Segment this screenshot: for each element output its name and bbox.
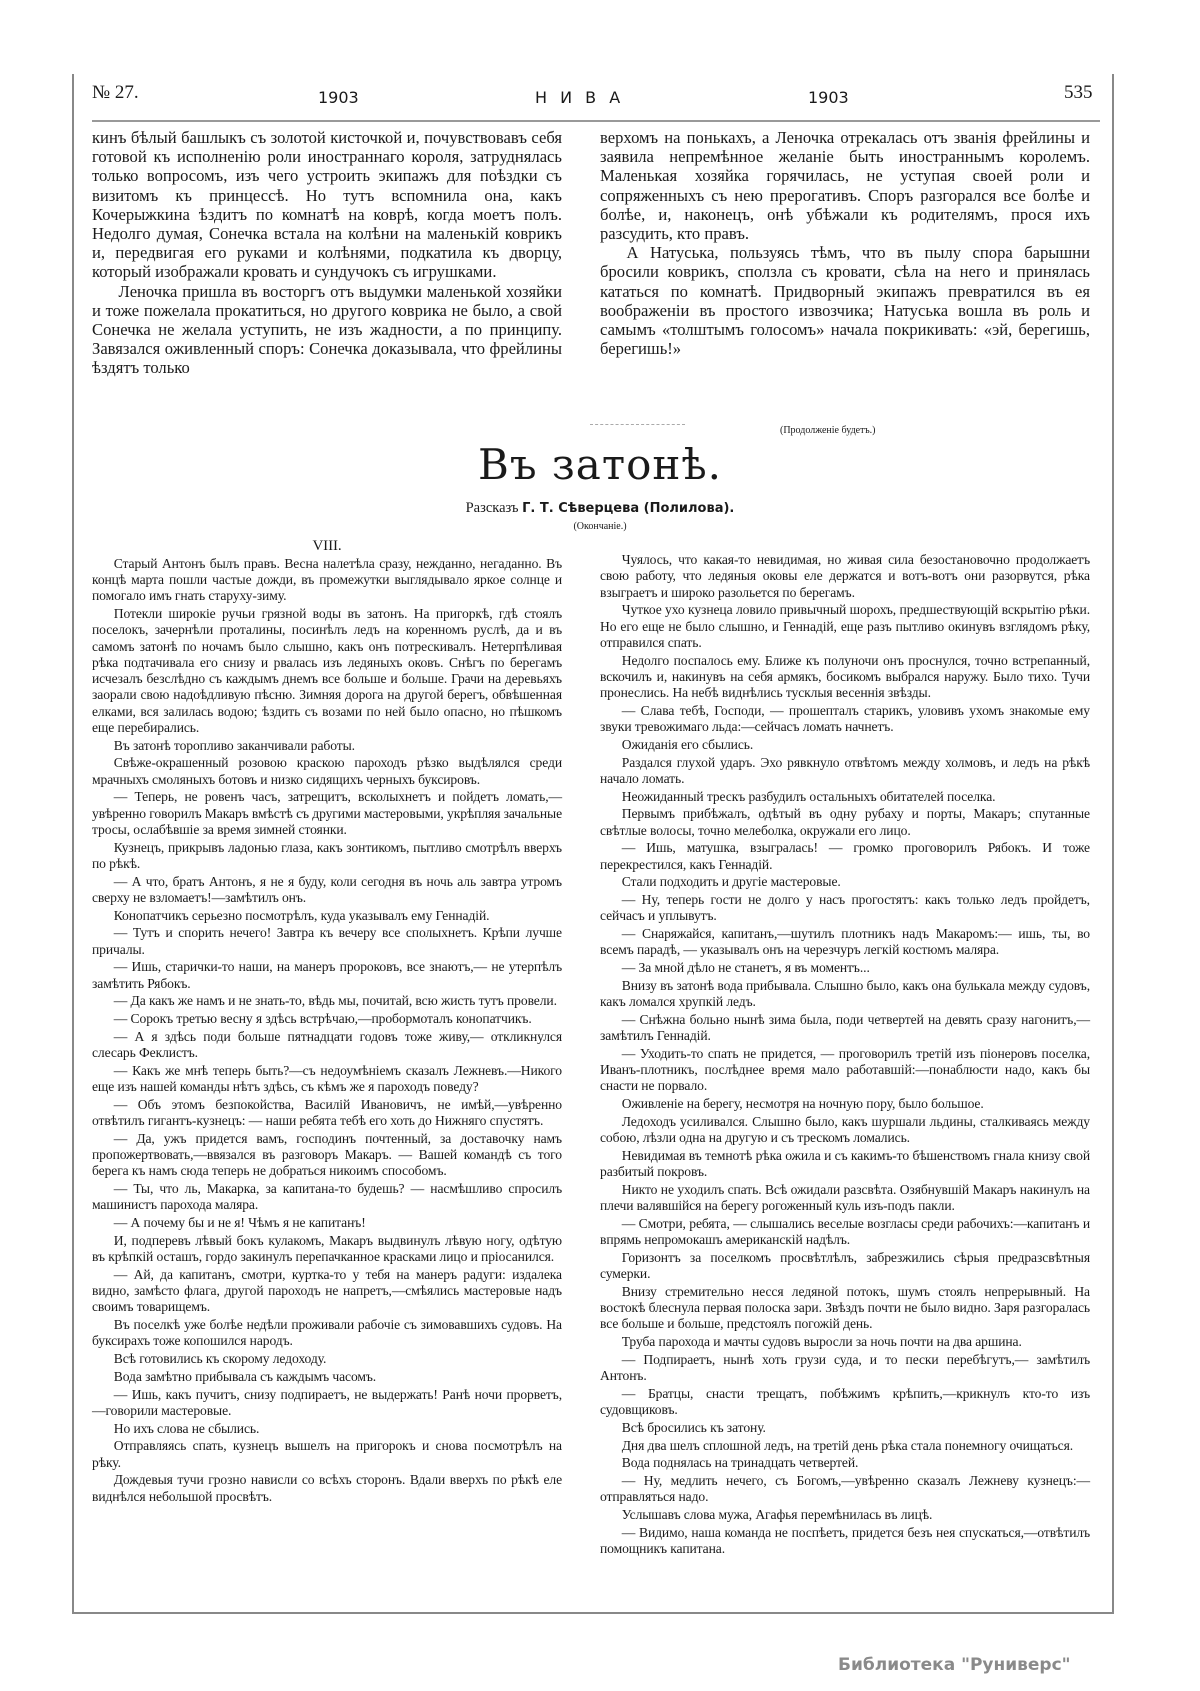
paragraph: — Объ этомъ безпокойства, Василій Ивановичъ, не имѣй,—увѣренно отвѣтилъ гигантъ-кузнецъ: — наши ребята тебѣ его хоть до Нижняго спустятъ. [92,1096,562,1128]
chapter-number: VIII. [312,538,342,554]
paragraph: Никто не уходилъ спать. Всѣ ожидали разсвѣта. Озябнувшій Макаръ накинулъ на плечи валявшійся на берегу рогоженный куль изъ-подъ пакли. [600,1181,1090,1213]
paragraph: — Снаряжайся, капитанъ,—шутилъ плотникъ надъ Макаромъ:— ишь, ты, во всемъ парадѣ, — указывалъ онъ на черезчуръ легкій костюмъ маляра. [600,926,1090,958]
paragraph: Дождевыя тучи грозно нависли со всѣхъ сторонъ. Вдали вверхъ по рѣкѣ еле виднѣлся небольшой просвѣтъ. [92,1472,562,1504]
paragraph: Чуткое ухо кузнеца ловило привычный шорохъ, предшествующій вскрытію рѣки. Но его еще не было слышно, и Геннадій, еще разъ пытливо окинувъ взглядомъ рѣку, отправился спать. [600,602,1090,650]
paragraph: — За мной дѣло не станетъ, я въ моментъ... [621,960,870,975]
story-byline [0,500,1200,517]
paragraph: Въ поселкѣ уже болѣе недѣли проживали рабочіе съ зимовавшихъ судовъ. На буксирахъ тоже копошился народъ. [92,1317,562,1349]
paragraph: — Братцы, снасти трещатъ, побѣжимъ крѣпить,—крикнулъ кто-то изъ судовщиковъ. [600,1385,1090,1417]
paragraph: — Тутъ и спорить нечего! Завтра къ вечеру все сполыхнетъ. Крѣпи лучше причалы. [92,925,562,957]
paragraph: Отправляясь спать, кузнецъ вышелъ на пригорокъ и снова посмотрѣлъ на рѣку. [92,1438,562,1470]
paragraph: — Снѣжна больно нынѣ зима была, поди четвертей на девять сразу нагонитъ,—замѣтилъ Геннадій. [600,1011,1090,1043]
paragraph: А Натуська, пользуясь тѣмъ, что въ пылу спора барышни бросили коврикъ, сползла съ кровати, сѣла на него и принялась кататься по комнатѣ. Придворный экипажъ превратился въ ея воображеніи въ простого извозчика; Натуська вошла въ роль и самымъ «толштымъ голосомъ» начала покрикивать: «эй, берегишь, берегишь!» [600,243,1090,359]
separator [590,424,685,425]
paragraph: — Видимо, наша команда не поспѣетъ, придется безъ нея спускаться,—отвѣтилъ помощникъ капитана. [600,1524,1090,1556]
paragraph: Горизонтъ за поселкомъ просвѣтлѣлъ, забрезжились сѣрыя предразсвѣтныя сумерки. [600,1249,1090,1281]
story-title: Въ затонѣ. [477,440,723,489]
paragraph: Но ихъ слова не сбылись. [113,1420,260,1436]
paragraph: — А что, братъ Антонъ, я не я буду, коли сегодня въ ночь аль завтра утромъ сверху не взломаетъ!—замѣтилъ онъ. [92,873,562,905]
paragraph: Труба парохода и мачты судовъ выросли за ночь почти на два аршина. [621,1334,1022,1349]
paragraph: Леночка пришла въ восторгъ отъ выдумки маленькой хозяйки и тоже пожелала прокатиться, но другого коврика не было, а свой Сонечка не желала уступить, не изъ жадности, а по принципу. Завязался оживленный споръ: Сонечка доказывала, что фрейлины ѣздятъ только [92,281,562,378]
paragraph: Вода поднялась на тринадцать четвертей. [621,1455,859,1471]
paragraph: Всѣ готовились къ скорому ледоходу. [113,1351,327,1366]
paragraph: Недолго поспалось ему. Ближе къ полуночи онъ проснулся, точно встрепанный, вскочилъ и, накинувъ на себя армякъ, босикомъ выбрался наружу. Было тихо. Тучи пронеслись. На небѣ виднѣлись тусклыя весеннія звѣзды. [600,652,1090,700]
paragraph: Услышавъ слова мужа, Агафья перемѣнилась въ лицѣ. [621,1507,933,1522]
to-be-continued: (Продолженіе будетъ.) [780,425,876,436]
byline-prefix: Разсказъ [465,500,519,516]
story-author: Г. Т. Сѣверцева (Полилова). [522,501,735,516]
paragraph: Старый Антонъ былъ правъ. Весна налетѣла сразу, нежданно, негаданно. Въ концѣ марта пошли частые дожди, въ промежутки выглядывало яркое солнце и помогало имъ гнать старуху-зиму. [92,555,562,604]
page-number: 535 [1064,82,1093,103]
paragraph: — Ишь, матушка, взыгралась! — громко проговорилъ Рябокъ. И тоже перекрестился, какъ Геннадій. [600,840,1090,872]
story-right-column [600,552,1090,1559]
paragraph: Невидимая въ темнотѣ рѣка ожила и съ какимъ-то бѣшенствомъ гнала книзу свой разбитый покровъ. [600,1147,1090,1179]
paragraph: — Ишь, какъ пучитъ, снизу подпираетъ, не выдержать! Ранѣ ночи прорветъ,—говорили мастеровые. [92,1386,562,1418]
paragraph: — Ну, теперь гости не долго у насъ прогостятъ: какъ только ледъ пройдетъ, сейчасъ и уплывутъ. [600,892,1090,924]
prev-story-left-column [92,128,562,378]
paragraph: Раздался глухой ударъ. Эхо рявкнуло отвѣтомъ между холмовъ, и ледъ на рѣкѣ начало ломать. [600,754,1090,786]
story-left-column [92,538,562,1506]
paragraph: — Ну, медлить нечего, съ Богомъ,—увѣренно сказалъ Лежневу кузнецъ:—отправляться надо. [600,1473,1090,1505]
library-watermark: Библиотека "Руниверс" [838,1655,1071,1675]
paragraph: верхомъ на понькахъ, а Леночка отрекалась отъ званія фрейлины и заявила непремѣнное желаніе быть иностраннымъ королемъ. Маленькая хозяйка горячилась, не уступая своей роли и сопряженныхъ съ нею прерогативъ. Споръ разгорался все болѣе и болѣе, и, наконецъ, онѣ убѣжали къ родителямъ, прося ихъ разсудить, кто правъ. [600,128,1090,244]
magazine-title: Н И В А [535,88,625,107]
paragraph: Всѣ бросились къ затону. [621,1419,766,1435]
paragraph: Ледоходъ усиливался. Слышно было, какъ шуршали льдины, сталкиваясь между собою, лѣзли одна на другую и съ трескомъ ломались. [600,1113,1090,1145]
paragraph: Неожиданный трескъ разбудилъ остальныхъ обитателей поселка. [621,788,996,804]
paragraph: — А я здѣсь поди больше пятнадцати годовъ тоже живу,— откликнулся слесарь Феклистъ. [92,1028,562,1060]
issue-number: № 27. [92,82,139,103]
paragraph: — Смотри, ребята, — слышались веселые возгласы среди рабочихъ:—капитанъ и впрямь непромокашъ американскій надѣлъ. [600,1215,1090,1247]
paragraph: — Слава тебѣ, Господи, — прошепталъ старикъ, уловивъ ухомъ знакомые ему звуки тревожимаго льда:—сейчасъ ломать начнетъ. [600,702,1090,734]
paragraph: кинъ бѣлый башлыкъ съ золотой кисточкой и, почувствовавъ себя готовой къ исполненію роли иностраннаго короля, затруднялась только вопросомъ, изъ чего устроить экипажъ для поѣздки съ визитомъ къ принцессѣ. Но тутъ вспомнила она, какъ Кочерыжкина ѣздитъ по комнатѣ на коврѣ, когда моетъ полъ. Недолго думая, Сонечка встала на колѣни на маленькій коврикъ и, передвигая его руками и колѣнями, подкатила къ дворцу, который изображали кровать и сундучокъ съ игрушками. [92,128,562,282]
year-left: 1903 [318,88,359,107]
paragraph: — Сорокъ третью весну я здѣсь встрѣчаю,—пробормоталъ конопатчикъ. [113,1011,532,1026]
paragraph: — Да какъ же намъ и не знать-то, вѣдь мы, почитай, всю жисть тутъ провели. [113,993,557,1009]
paragraph: Внизу въ затонѣ вода прибывала. Слышно было, какъ она булькала между судовъ, какъ ломался хрупкій ледъ. [600,977,1090,1009]
paragraph: — Ты, что ль, Макарка, за капитана-то будешь? — насмѣшливо спросилъ машинистъ парохода маляра. [92,1181,562,1213]
paragraph: — А почему бы и не я! Чѣмъ я не капитанъ! [113,1215,366,1230]
paragraph: — Ишь, старички-то наши, на манеръ пророковъ, все знаютъ,— не утерпѣлъ замѣтить Рябокъ. [92,959,562,991]
paragraph: Вода замѣтно прибывала съ каждымъ часомъ. [113,1368,377,1384]
prev-story-right-column [600,128,1090,358]
paragraph: Внизу стремительно несся ледяной потокъ, шумъ стоялъ непрерывный. На востокѣ блеснула первая полоска зари. Звѣздъ почти не было видно. Заря разгоралась все больше и больше, предстоялъ погожій день. [600,1283,1090,1332]
paragraph: — Какъ же мнѣ теперь быть?—съ недоумѣніемъ сказалъ Лежневъ.—Никого еще изъ нашей команды нѣтъ здѣсь, съ кѣмъ же я пароходъ поведу? [92,1062,562,1094]
paragraph: Первымъ прибѣжалъ, одѣтый въ одну рубаху и порты, Макаръ; спутанные свѣтлые волосы, точно мелеболка, окружали его лицо. [600,806,1090,838]
paragraph: Дня два шелъ сплошной ледъ, на третій день рѣка стала понемногу очищаться. [621,1437,1074,1453]
year-right: 1903 [808,88,849,107]
paragraph: — Да, ужъ придется вамъ, господинъ почтенный, за доставочку намъ пропожертвовать,—ввязался въ разговоръ Макаръ. — Вашей командѣ съ того берега къ намъ сюда теперь не добраться никоимъ способомъ. [92,1130,562,1179]
paragraph: — Теперь, не ровенъ часъ, затрещитъ, всколыхнетъ и пойдетъ ломать,—увѣренно говорилъ Макаръ вмѣстѣ съ другими мастеровыми, укрѣпляя зачальные тросы, ослабѣвшіе за время зимней стоянки. [92,789,563,837]
paragraph: Стали подходить и другіе мастеровые. [621,874,841,890]
paragraph: И, подперевъ лѣвый бокъ кулакомъ, Макаръ выдвинулъ лѣвую ногу, одѣтую въ крѣпкій осташъ, гордо закинулъ перепачканное красками лицо и пріосанился. [92,1232,562,1264]
header-rule [92,120,1100,122]
paragraph: Оживленіе на берегу, несмотря на ночную пору, было большое. [621,1096,984,1111]
story-note: (Окончаніе.) [573,521,627,532]
paragraph: Въ затонѣ торопливо заканчивали работы. [113,737,355,753]
paragraph: Чуялось, что какая-то невидимая, но живая сила безостановочно продолжаетъ свою работу, что ледяныя оковы еле держатся и вотъ-вотъ они разорвутся, рѣка взыграетъ и широко разольется по берегамъ. [600,552,1090,600]
paragraph: — Подпираетъ, нынѣ хоть грузи суда, и то пески перебѣгутъ,— замѣтилъ Антонъ. [600,1351,1090,1383]
paragraph: — Ай, да капитанъ, смотри, куртка-то у тебя на манеръ радуги: издалека видно, замѣсто флага, другой пароходъ не напретъ,—смѣялись мастеровые надъ своимъ товарищемъ. [92,1266,562,1315]
paragraph: Потекли широкіе ручьи грязной воды въ затонъ. На пригоркѣ, гдѣ стоялъ поселокъ, зачернѣли проталины, посинѣлъ ледъ на коренномъ руслѣ, да и въ самомъ затонѣ по ночамъ было слышно, какъ онъ потрескивалъ. Нетерпѣливая рѣка подтачивала его снизу и рвалась изъ ледяныхъ оковъ. Снѣгъ по берегамъ исчезалъ безслѣдно съ каждымъ днемъ все больше и больше. Грачи на деревьяхъ заорали свою надоѣдливую пѣсню. Зимняя дорога на другой берегъ, обвѣшенная елками, вся залилась водою; ѣздить съ возами по ней было опасно, но пѣшкомъ еще перебирались. [92,606,562,735]
paragraph: Кузнецъ, прикрывъ ладонью глаза, какъ зонтикомъ, пытливо смотрѣлъ вверхъ по рѣкѣ. [92,839,562,871]
paragraph: — Уходить-то спать не придется, — проговорилъ третій изъ піонеровъ поселка, Иванъ-плотникъ, послѣднее время мало работавшій:—понаблюсти надо, какъ бы снасти не порвало. [600,1045,1090,1094]
paragraph: Ожиданія его сбылись. [621,736,754,752]
paragraph: Конопатчикъ серьезно посмотрѣлъ, куда указывалъ ему Геннадій. [113,907,490,923]
paragraph: Свѣже-окрашенный розовою краскою пароходъ рѣзко выдѣлялся среди мрачныхъ смоляныхъ ботовъ и низко сидящихъ черныхъ буксировъ. [92,755,562,787]
